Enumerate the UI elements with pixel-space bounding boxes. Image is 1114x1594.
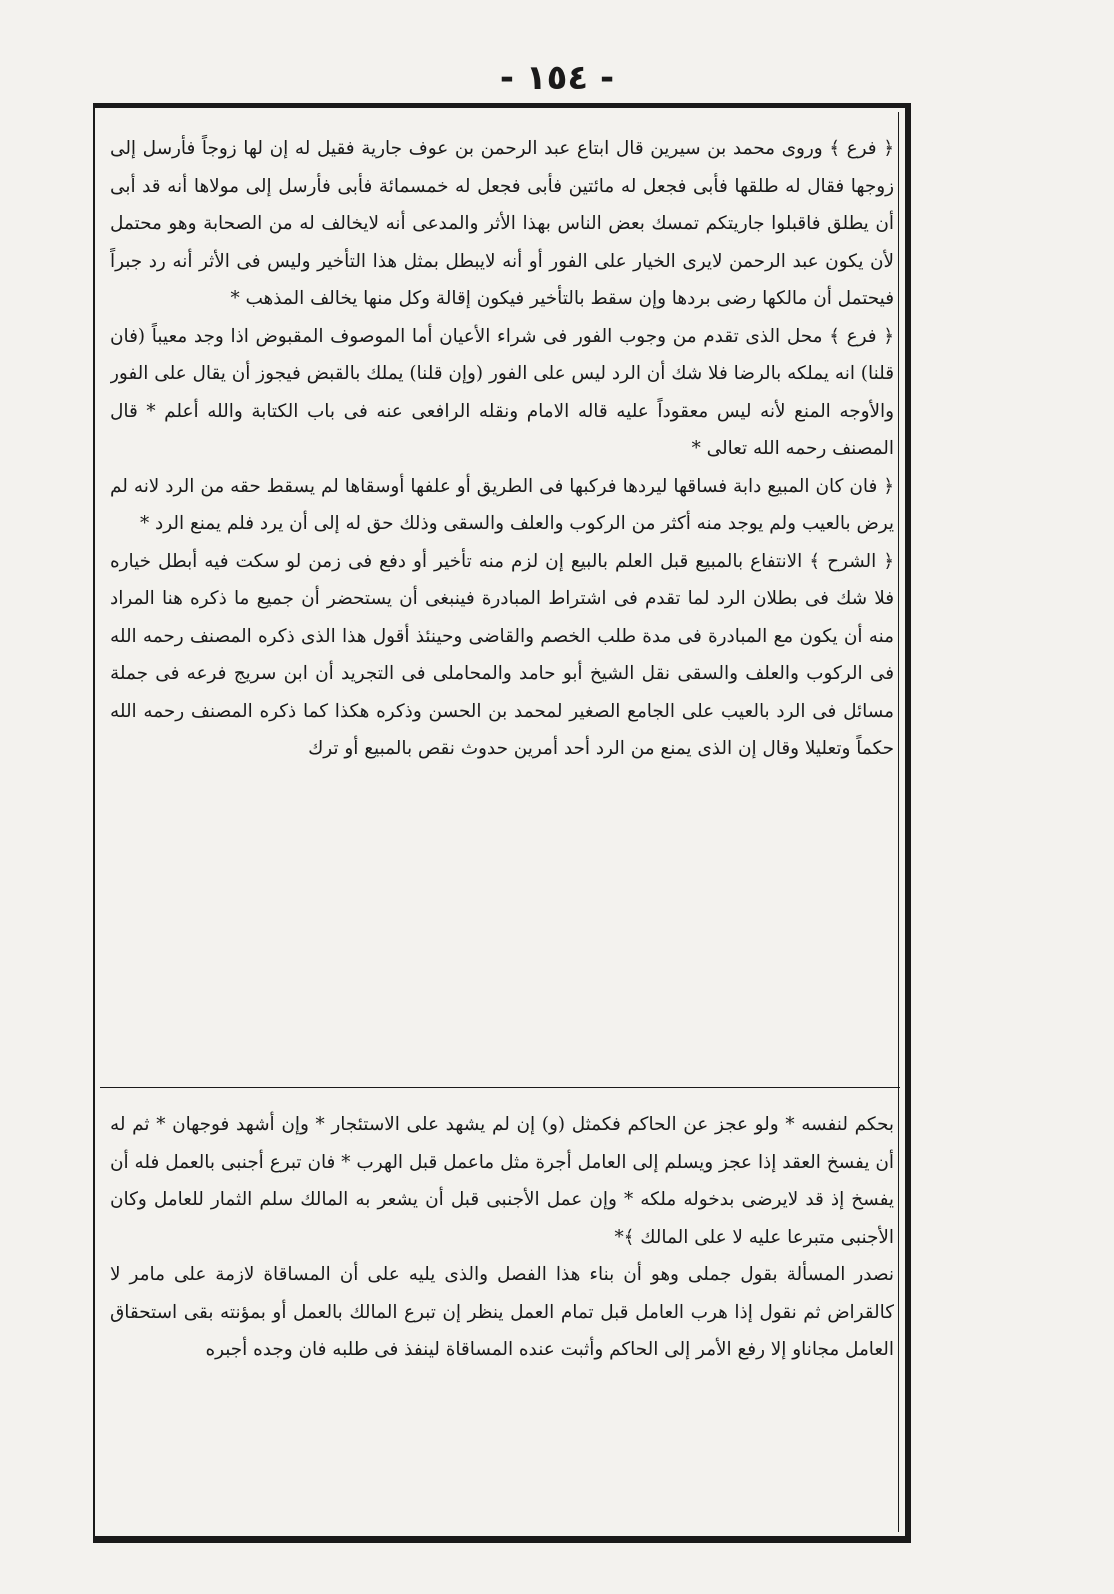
frame-inner-rule xyxy=(898,112,899,1532)
paragraph-sharh: ﴿ الشرح ﴾ الانتفاع بالمبيع قبل العلم بالبيع إن لزم منه تأخير أو دفع فى زمن لو سكت فيه أبطل خياره فلا شك فى بطلان الرد لما تقدم فى اشتراط المبادرة فينبغى أن يستحضر أن جميع ما ذكره هنا المراد منه أن يكون مع المبادرة فى مدة طلب الخصم والقاضى وحينئذ أقول هذا الذى ذكره المصنف رحمه الله فى الركوب والعلف والسقى نقل الشيخ أبو حامد والمحاملى فى التجريد أن ابن سريج فرعه فى جملة مسائل فى الرد بالعيب على الجامع الصغير لمحمد بن الحسن وذكره هكذا كما ذكره المصنف رحمه الله حكماً وتعليلا وقال إن الذى يمنع من الرد أحد أمرين حدوث نقص بالمبيع أو ترك xyxy=(110,550,894,759)
page-number: - ١٥٤ - xyxy=(499,58,615,98)
paragraph-far-1: ﴿ فرع ﴾ وروى محمد بن سيرين قال ابتاع عبد الرحمن بن عوف جارية فقيل له إن لها زوجاً فأرسل إلى زوجها فقال له طلقها فأبى فجعل له مائتين فأبى فجعل له خمسمائة فأبى فأرسل إلى مولاها أنه قد أبى أن يطلق فاقبلوا جاريتكم تمسك بعض الناس بهذا الأثر والمدعى أنه لايخالف له من الصحابة وهو محتمل لأن يكون عبد الرحمن لايرى الخيار على الفور أو أنه لايبطل بمثل هذا التأخير وليس فى الأثر أنه رد جبراً فيحتمل أن مالكها رضى بردها وإن سقط بالتأخير فيكون إقالة وكل منها يخالف المذهب * xyxy=(110,138,894,309)
main-text-block xyxy=(110,130,894,1070)
paragraph-far-2: ﴿ فرع ﴾ محل الذى تقدم من وجوب الفور فى شراء الأعيان أما الموصوف المقبوض اذا وجد معيباً (فان قلنا) انه يملكه بالرضا فلا شك أن الرد ليس على الفور (وإن قلنا) يملك بالقبض فيجوز أن يقال على الفور والأوجه المنع لأنه ليس معقوداً عليه قاله الامام ونقله الرافعى عنه فى باب الكتابة والله أعلم * قال المصنف رحمه الله تعالى * xyxy=(110,325,894,459)
footer-paragraph-1: بحكم لنفسه * ولو عجز عن الحاكم فكمثل (و) إن لم يشهد على الاستئجار * وإن أشهد فوجهان * ثم له أن يفسخ العقد إذا عجز ويسلم إلى العامل أجرة مثل ماعمل قبل الهرب * فان تبرع أجنبى بالعمل فله أن يفسخ إذ قد لايرضى بدخوله ملكه * وإن عمل الأجنبى قبل أن يشعر به المالك سلم الثمار للعامل وكان الأجنبى متبرعا عليه لا على المالك ﴾* xyxy=(110,1114,894,1248)
footer-text-block xyxy=(110,1106,894,1526)
paragraph-matn: ﴿ فان كان المبيع دابة فساقها ليردها فركبها فى الطريق أو علفها أوسقاها لم يسقط حقه من الرد لانه لم يرض بالعيب ولم يوجد منه أكثر من الركوب والعلف والسقى وذلك حق له إلى أن يرد فلم يمنع الرد * xyxy=(110,475,894,534)
footer-paragraph-2: نصدر المسألة بقول جملى وهو أن بناء هذا الفصل والذى يليه على أن المساقاة لازمة على مامر لا كالقراض ثم نقول إذا هرب العامل قبل تمام العمل ينظر إن تبرع المالك بالعمل أو بمؤنته بقى استحقاق العامل مجاناو إلا رفع الأمر إلى الحاكم وأثبت عنده المساقاة لينفذ فى طلبه فان وجده أجبره xyxy=(110,1264,894,1360)
footnote-divider xyxy=(100,1087,900,1088)
